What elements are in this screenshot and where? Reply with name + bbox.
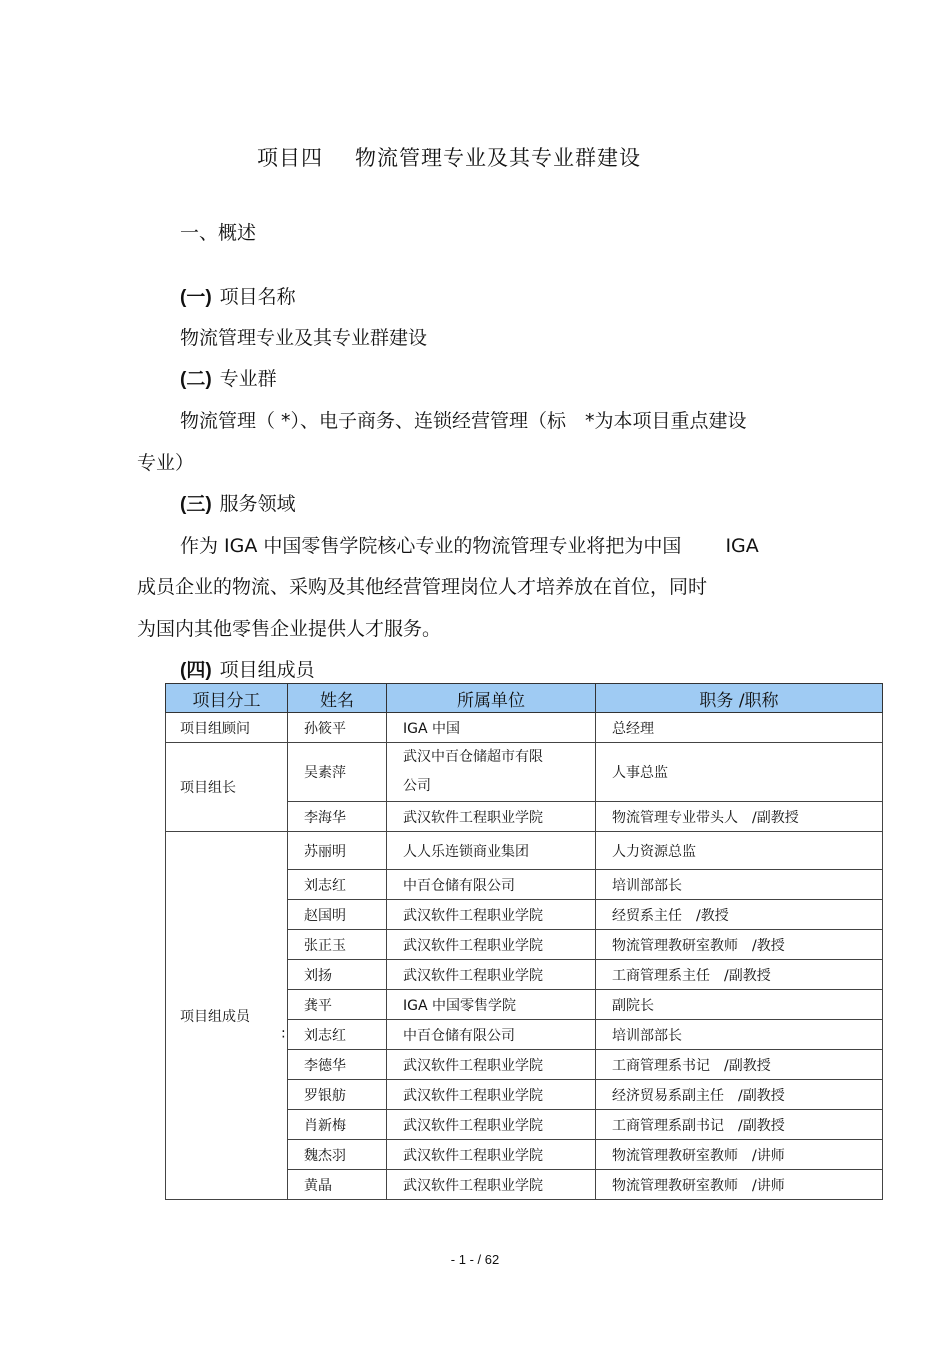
title-cell: 培训部部长: [596, 1020, 883, 1050]
role-cell: 项目组顾问: [166, 713, 288, 743]
name-cell: 孙筱平: [288, 713, 387, 743]
subheading-label: 项目名称: [219, 286, 296, 308]
name-cell: 李德华: [288, 1050, 387, 1080]
header-role: 项目分工: [166, 684, 288, 713]
unit-cell: 武汉软件工程职业学院: [387, 1050, 596, 1080]
paragraph-service-line3: 为国内其他零售企业提供人才服务。: [137, 618, 442, 640]
subheading-number: (三): [180, 494, 212, 515]
title-cell: 工商管理系副书记 /副教授: [596, 1110, 883, 1140]
title-cell: 物流管理教研室教师 /教授: [596, 930, 883, 960]
name-cell: 张正玉: [288, 930, 387, 960]
name-cell: 吴素萍: [288, 743, 387, 802]
subheading-team-members: [180, 655, 315, 682]
table-row: [166, 743, 883, 802]
name-text: 刘志红: [304, 1027, 346, 1044]
unit-cell: 武汉软件工程职业学院: [387, 1170, 596, 1200]
subheading-project-name: [180, 282, 296, 309]
paragraph-service-line2: 成员企业的物流、采购及其他经营管理岗位人才培养放在首位，同时: [137, 576, 708, 598]
unit-cell: 武汉软件工程职业学院: [387, 1110, 596, 1140]
unit-cell: 中百仓储有限公司: [387, 870, 596, 900]
section-heading-overview: 一、概述: [180, 222, 257, 244]
team-members-table: [165, 683, 883, 1200]
table-row: [166, 832, 883, 870]
unit-cell: 武汉软件工程职业学院: [387, 1080, 596, 1110]
title-cell: 副院长: [596, 990, 883, 1020]
subheading-number: (二): [180, 369, 212, 390]
name-cell: 刘扬: [288, 960, 387, 990]
role-cell: 项目组成员: [166, 832, 288, 1200]
name-cell: 刘志红: [288, 870, 387, 900]
paragraph-specialty-line1: 物流管理（ *）、电子商务、连锁经营管理（标 *为本项目重点建设: [180, 410, 747, 432]
name-cell: 罗银舫: [288, 1080, 387, 1110]
unit-cell: 武汉软件工程职业学院: [387, 930, 596, 960]
title-part-name: 物流管理专业及其专业群建设: [355, 146, 641, 170]
title-cell: 物流管理专业带头人 /副教授: [596, 802, 883, 832]
name-cell: 赵国明: [288, 900, 387, 930]
header-title: 职务 /职称: [596, 684, 883, 713]
unit-cell: 武汉软件工程职业学院: [387, 802, 596, 832]
title-cell: 经济贸易系副主任 /副教授: [596, 1080, 883, 1110]
title-cell: 人事总监: [596, 743, 883, 802]
name-cell: 苏丽明: [288, 832, 387, 870]
unit-line: 武汉中百仓储超市有限: [403, 749, 543, 765]
title-cell: 总经理: [596, 713, 883, 743]
unit-cell: IGA 中国: [387, 713, 596, 743]
header-name: 姓名: [288, 684, 387, 713]
title-part-number: 项目四: [257, 146, 323, 170]
paragraph-project-name: 物流管理专业及其专业群建设: [180, 327, 428, 349]
unit-cell: IGA 中国零售学院: [387, 990, 596, 1020]
document-title: [257, 142, 641, 172]
unit-line: 公司: [403, 778, 431, 794]
role-cell: 项目组长: [166, 743, 288, 832]
table-header-row: [166, 684, 883, 713]
title-cell: 物流管理教研室教师 /讲师: [596, 1140, 883, 1170]
title-cell: 经贸系主任 /教授: [596, 900, 883, 930]
unit-cell: 武汉软件工程职业学院: [387, 1140, 596, 1170]
stray-mark: :: [281, 1024, 286, 1041]
name-cell: 黄晶: [288, 1170, 387, 1200]
name-cell: 龚平: [288, 990, 387, 1020]
table-row: [166, 713, 883, 743]
name-cell: 李海华: [288, 802, 387, 832]
unit-cell: 武汉软件工程职业学院: [387, 900, 596, 930]
subheading-label: 专业群: [219, 368, 277, 390]
subheading-specialty-group: [180, 364, 277, 391]
subheading-number: (四): [180, 660, 212, 681]
title-cell: 工商管理系主任 /副教授: [596, 960, 883, 990]
header-unit: 所属单位: [387, 684, 596, 713]
unit-cell: 中百仓储有限公司: [387, 1020, 596, 1050]
name-cell: 魏杰羽: [288, 1140, 387, 1170]
subheading-service-domain: [180, 489, 296, 516]
name-cell: [281, 1020, 387, 1050]
unit-cell: [387, 743, 596, 802]
title-cell: 物流管理教研室教师 /讲师: [596, 1170, 883, 1200]
page-number: - 1 - / 62: [450, 1252, 500, 1267]
subheading-label: 项目组成员: [219, 659, 315, 681]
title-cell: 工商管理系书记 /副教授: [596, 1050, 883, 1080]
subheading-label: 服务领域: [219, 493, 296, 515]
title-cell: 培训部部长: [596, 870, 883, 900]
paragraph-specialty-line2: 专业）: [137, 452, 195, 474]
unit-cell: 人人乐连锁商业集团: [387, 832, 596, 870]
paragraph-service-line1: 作为 IGA 中国零售学院核心专业的物流管理专业将把为中国 IGA: [180, 535, 759, 557]
unit-cell: 武汉软件工程职业学院: [387, 960, 596, 990]
name-cell: 肖新梅: [288, 1110, 387, 1140]
subheading-number: (一): [180, 287, 212, 308]
title-cell: 人力资源总监: [596, 832, 883, 870]
